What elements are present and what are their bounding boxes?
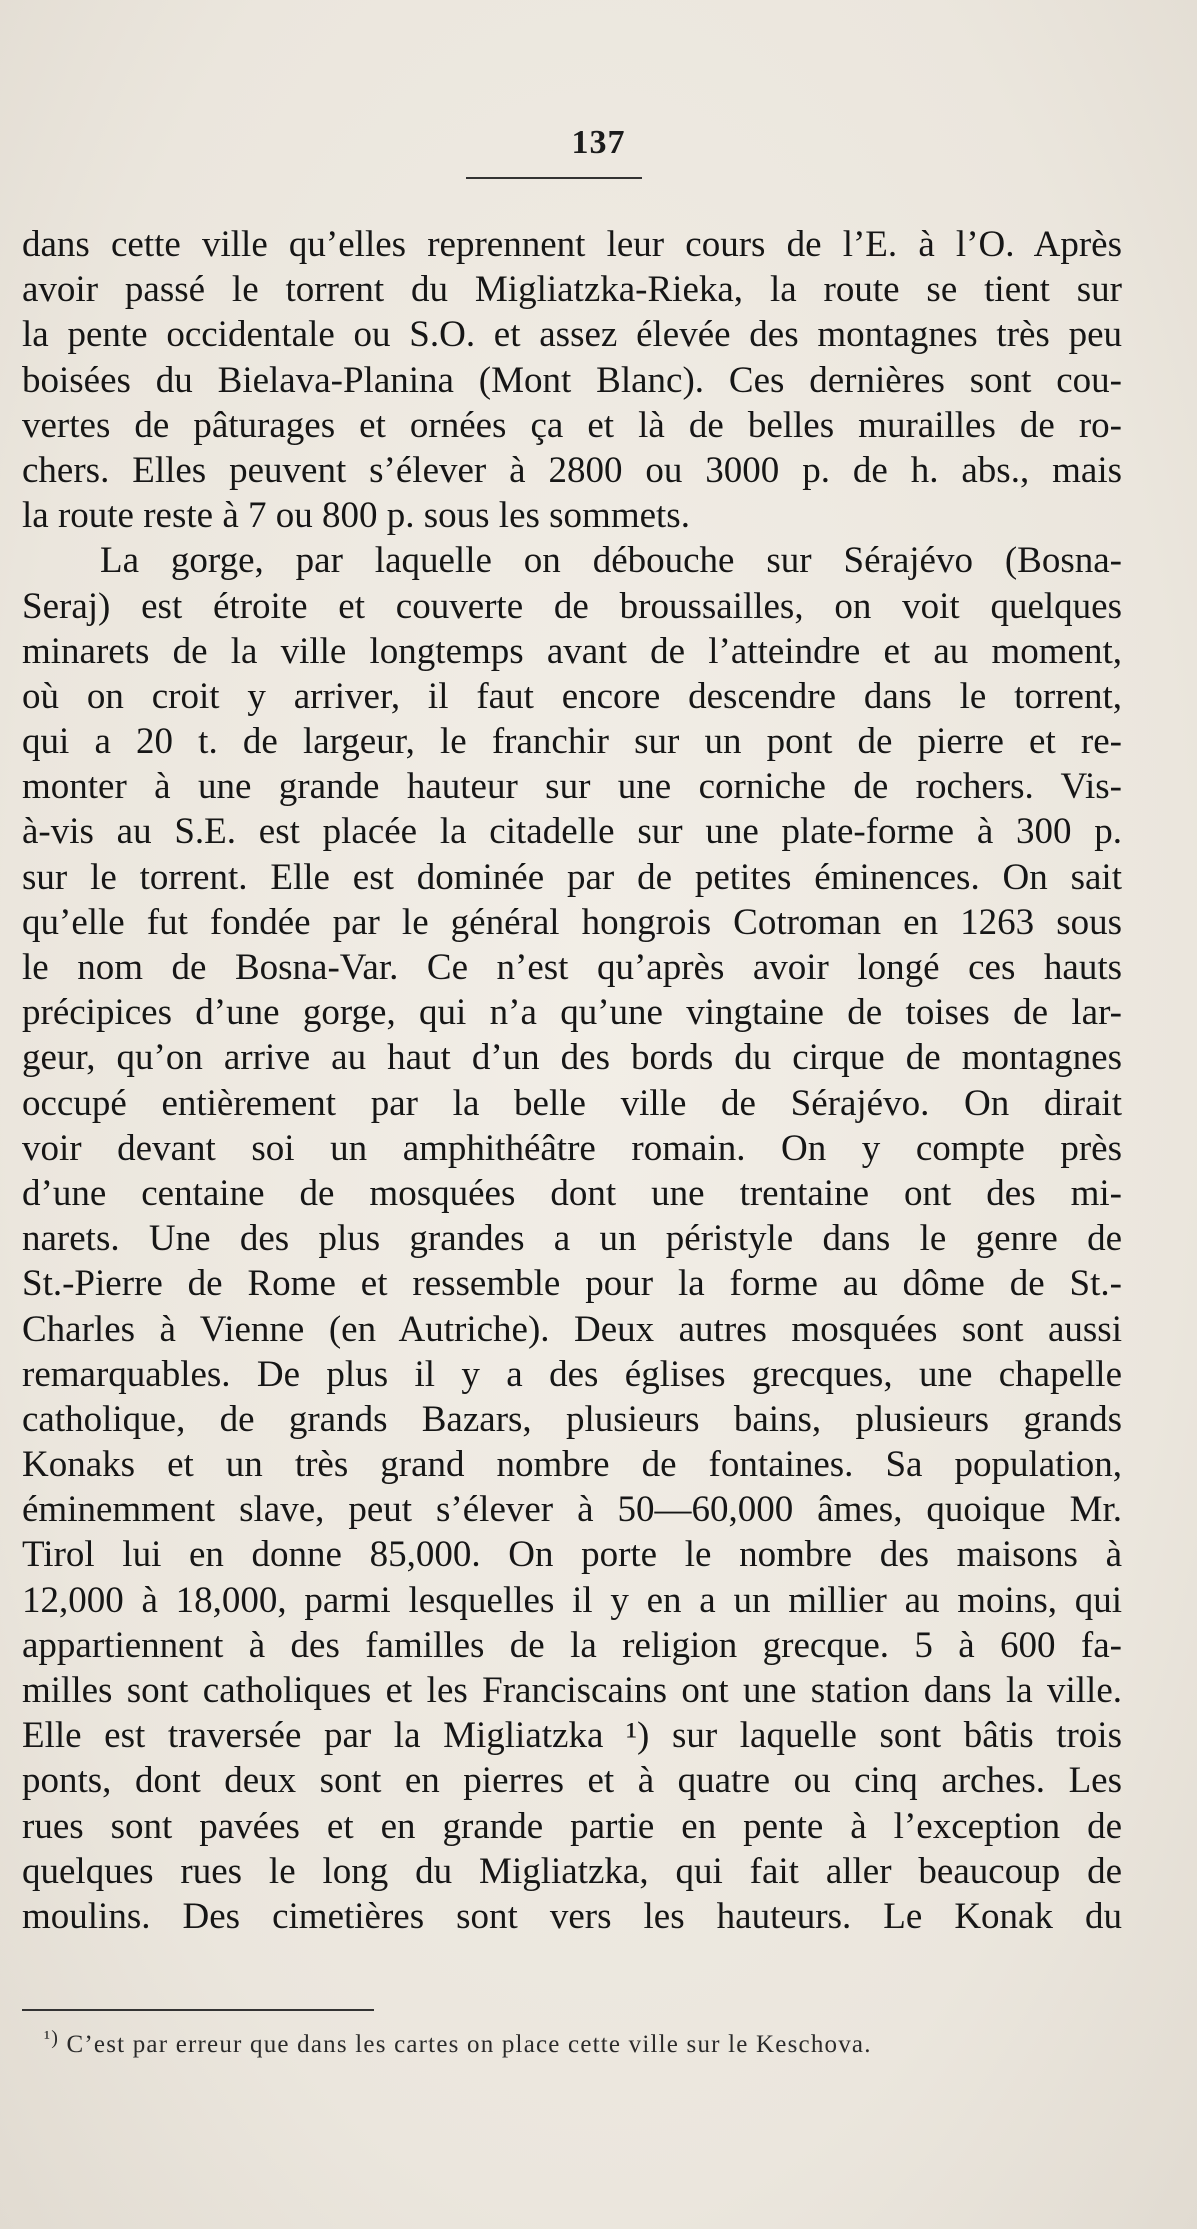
text-line: le nom de Bosna-Var. Ce n’est qu’après avoir longé ces hauts	[22, 947, 1122, 988]
text-line: Elle est traversée par la Migliatzka ¹) sur laquelle sont bâtis trois	[22, 1715, 1122, 1757]
text-line: précipices d’une gorge, qui n’a qu’une vingtaine de toises de lar-	[22, 992, 1122, 1034]
text-line: catholique, de grands Bazars, plusieurs bains, plusieurs grands	[22, 1398, 1122, 1440]
page-number: 137	[571, 124, 626, 161]
header-rule	[466, 177, 642, 179]
text-line: où on croit y arriver, il faut encore descendre dans le torrent,	[22, 675, 1122, 717]
text-line: St.-Pierre de Rome et ressemble pour la forme au dôme de St.-	[22, 1263, 1122, 1305]
footnote-rule	[22, 2009, 374, 2011]
text-line: moulins. Des cimetières sont vers les hauteurs. Le Konak du	[22, 1895, 1122, 1937]
text-line: ponts, dont deux sont en pierres et à quatre ou cinq arches. Les	[22, 1760, 1122, 1802]
text-line: d’une centaine de mosquées dont une trentaine ont des mi-	[22, 1172, 1122, 1214]
text-line: Konaks et un très grand nombre de fontaines. Sa population,	[22, 1444, 1122, 1486]
text-line: remarquables. De plus il y a des églises grecques, une chapelle	[22, 1353, 1122, 1395]
text-line: geur, qu’on arrive au haut d’un des bords du cirque de montagnes	[22, 1037, 1122, 1079]
text-line: quelques rues le long du Migliatzka, qui fait aller beaucoup de	[22, 1850, 1122, 1892]
body-text	[22, 222, 1122, 1939]
text-line: boisées du Bielava-Planina (Mont Blanc). Ces dernières sont cou-	[22, 359, 1122, 401]
footnote-text: C’est par erreur que dans les cartes on place cette ville sur le Keschova.	[66, 2031, 872, 2058]
footnote	[44, 2022, 1124, 2061]
text-line: milles sont catholiques et les Franciscains ont une station dans la ville.	[22, 1670, 1122, 1711]
text-line: rues sont pavées et en grande partie en pente à l’exception de	[22, 1805, 1122, 1847]
text-line: La gorge, par laquelle on débouche sur Sérajévo (Bosna-	[100, 540, 1122, 582]
text-line: vertes de pâturages et ornées ça et là de belles murailles de ro-	[22, 404, 1122, 446]
footnote-marker: ¹)	[44, 2027, 60, 2049]
text-line: voir devant soi un amphithéâtre romain. On y compte près	[22, 1127, 1122, 1169]
text-line: sur le torrent. Elle est dominée par de petites éminences. On sait	[22, 856, 1122, 898]
text-line: qui a 20 t. de largeur, le franchir sur un pont de pierre et re-	[22, 721, 1122, 763]
text-line: monter à une grande hauteur sur une corniche de rochers. Vis-	[22, 766, 1122, 808]
text-line: qu’elle fut fondée par le général hongrois Cotroman en 1263 sous	[22, 901, 1122, 943]
text-line: 12,000 à 18,000, parmi lesquelles il y en a un millier au moins, qui	[22, 1579, 1122, 1621]
text-line: Seraj) est étroite et couverte de broussailles, on voit quelques	[22, 585, 1122, 627]
text-line: éminemment slave, peut s’élever à 50—60,000 âmes, quoique Mr.	[22, 1489, 1122, 1531]
text-line: chers. Elles peuvent s’élever à 2800 ou 3000 p. de h. abs., mais	[22, 449, 1122, 491]
text-line: Tirol lui en donne 85,000. On porte le nombre des maisons à	[22, 1534, 1122, 1576]
text-line: Charles à Vienne (en Autriche). Deux autres mosquées sont aussi	[22, 1308, 1122, 1350]
text-line: occupé entièrement par la belle ville de Sérajévo. On dirait	[22, 1082, 1122, 1124]
text-line: minarets de la ville longtemps avant de l’atteindre et au moment,	[22, 630, 1122, 672]
text-line: appartiennent à des familles de la religion grecque. 5 à 600 fa-	[22, 1624, 1122, 1666]
text-line: narets. Une des plus grandes a un péristyle dans le genre de	[22, 1218, 1122, 1260]
text-line: avoir passé le torrent du Migliatzka-Rieka, la route se tient sur	[22, 269, 1122, 311]
text-line: la pente occidentale ou S.O. et assez élevée des montagnes très peu	[22, 314, 1122, 356]
text-line: dans cette ville qu’elles reprennent leur cours de l’E. à l’O. Après	[22, 224, 1122, 265]
text-line: à-vis au S.E. est placée la citadelle sur une plate-forme à 300 p.	[22, 811, 1122, 853]
text-line: la route reste à 7 ou 800 p. sous les sommets.	[22, 495, 690, 537]
